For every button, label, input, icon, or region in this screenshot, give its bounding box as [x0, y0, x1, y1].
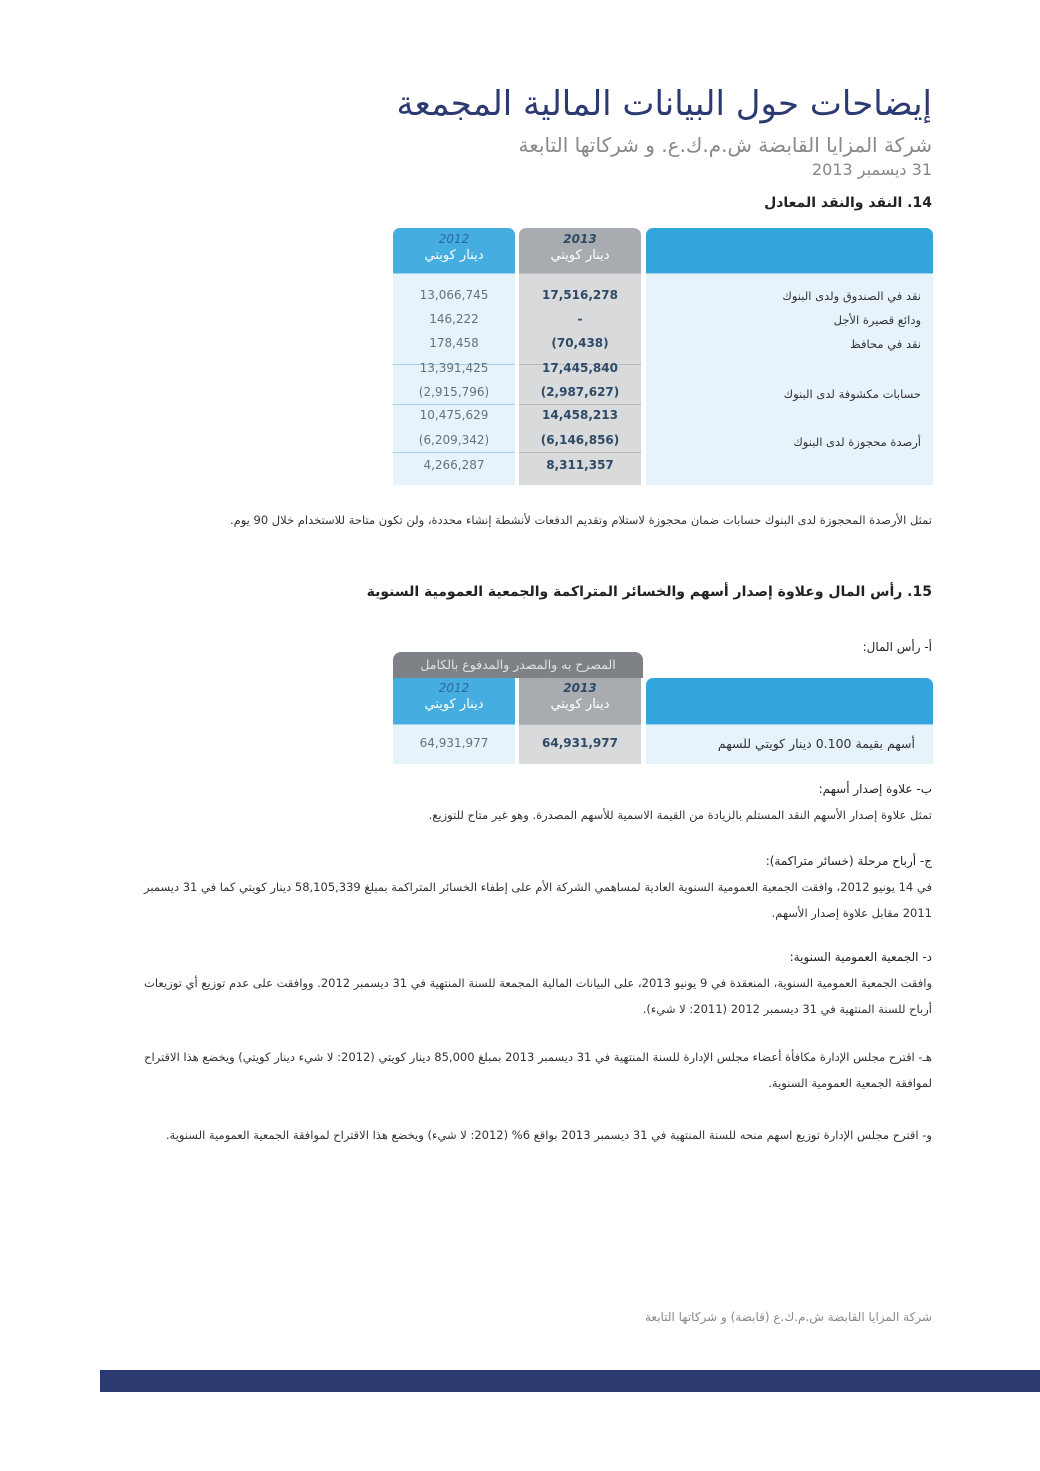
share-row-label: أسهم بقيمة 0.100 دينار كويتي للسهم — [717, 736, 915, 751]
cash-table-label-bg — [646, 273, 933, 485]
cash-row-2-label: نقد في محافظ — [850, 337, 921, 351]
cash-row-3-2012: 13,391,425 — [419, 361, 489, 375]
share-table-header-2012 — [393, 678, 515, 724]
cash-table — [393, 228, 933, 485]
share-table-header-2013 — [519, 678, 641, 724]
share-table-header-label — [646, 678, 933, 724]
cash-table-col-2012-bg — [393, 273, 515, 485]
share-premium-title: ب- علاوة إصدار أسهم: — [818, 782, 932, 796]
cash-row-0-label: نقد في الصندوق ولدى البنوك — [782, 289, 921, 303]
agm-title: د- الجمعية العمومية السنوية: — [789, 950, 932, 964]
cash-row-4-2012: (2,915,796) — [418, 385, 490, 399]
footer-bar — [100, 1370, 1040, 1392]
section-14-heading: 14. النقد والنقد المعادل — [764, 195, 932, 211]
cash-table-header-label — [646, 228, 933, 273]
footer-company: شركة المزايا القابضة ش.م.ك.ع (قابضة) و شركاتها التابعة — [644, 1310, 932, 1324]
section-15-heading: 15. رأس المال وعلاوة إصدار أسهم والخسائر المتراكمة والجمعية العمومية السنوية — [366, 584, 932, 600]
share-year-2012: 2012 — [438, 681, 470, 695]
share-row-2013: 64,931,977 — [542, 736, 618, 750]
cash-row-6-2013: (6,146,856) — [540, 433, 620, 447]
currency-2012: دينار كويتي — [424, 248, 484, 263]
cash-row-6-2012: (6,209,342) — [418, 433, 490, 447]
retained-earnings-text: في 14 يونيو 2012، وافقت الجمعية العمومية السنوية العادية لمساهمي الشركة الأم على إطفاء الخسائر المتراكمة بمبلغ 58,105,339 دينار كويتي كما في 31 ديسمبر 2011 مقابل علاوة إصدار الأسهم. — [144, 880, 932, 920]
share-capital-title: أ- رأس المال: — [862, 640, 932, 654]
cash-row-4-2013: (2,987,627) — [540, 385, 620, 399]
authorized-issued-label: المصرح به والمصدر والمدفوع بالكامل — [393, 652, 643, 678]
retained-earnings-title: ج- أرباح مرحلة (خسائر متراكمة): — [765, 854, 932, 868]
cash-row-5-2012: 10,475,629 — [419, 408, 489, 422]
share-premium-text: تمثل علاوة إصدار الأسهم النقد المستلم بالزيادة من القيمة الاسمية للأسهم المصدرة. وهو غير متاح للتوزيع. — [428, 808, 932, 822]
share-row-2012: 64,931,977 — [419, 736, 489, 750]
bonus-shares-text: و- اقترح مجلس الإدارة توزيع اسهم منحه للسنة المنتهية في 31 ديسمبر 2013 بواقع 6% (2012: لا شيء) ويخضع هذا الاقتراح لموافقة الجمعية العمومية السنوية. — [165, 1128, 932, 1142]
cash-row-6-label: أرصدة محجوزة لدى البنوك — [793, 435, 921, 449]
cash-row-2-2013: (70,438) — [551, 336, 609, 350]
cash-row-7-2012: 4,266,287 — [423, 458, 485, 472]
agm-text: وافقت الجمعية العمومية السنوية، المنعقدة في 9 يونيو 2013، على البيانات المالية المجمعة للسنة المنتهية في 31 ديسمبر 2012. ووافقت على عدم توزيع أي توزيعات أرباح للسنة المنتهية في 31 ديسمبر 2012 (2011: لا شيء). — [144, 976, 932, 1016]
cash-row-1-2012: 146,222 — [429, 312, 479, 326]
report-date: 31 ديسمبر 2013 — [811, 160, 932, 179]
currency-2013: دينار كويتي — [550, 248, 610, 263]
cash-table-col-2013-bg — [519, 273, 641, 485]
section-14-note: تمثل الأرصدة المحجوزة لدى البنوك حسابات ضمان محجوزة لاستلام وتقديم الدفعات لأنشطة إنشاء محددة، ولن تكون متاحة للاستخدام خلال 90 يوم. — [229, 513, 932, 527]
cash-row-2-2012: 178,458 — [429, 336, 479, 350]
company-name: شركة المزايا القابضة ش.م.ك.ع. و شركاتها التابعة — [518, 133, 932, 157]
cash-row-7-2013: 8,311,357 — [546, 458, 614, 472]
board-remuneration-text: هـ- اقترح مجلس الإدارة مكافأة أعضاء مجلس الإدارة للسنة المنتهية في 31 ديسمبر 2013 بمبلغ 85,000 دينار كويتي (2012: لا شيء دينار كويتي) ويخضع هذا الاقتراح لموافقة الجمعية العمومية السنوية. — [144, 1050, 932, 1090]
share-year-2013: 2013 — [563, 681, 597, 695]
cash-row-1-2013: - — [577, 312, 583, 326]
cash-table-header-2012 — [393, 228, 515, 273]
cash-row-1-label: ودائع قصيرة الأجل — [833, 313, 921, 327]
cash-row-5-2013: 14,458,213 — [542, 408, 618, 422]
cash-row-4-label: حسابات مكشوفة لدى البنوك — [783, 387, 921, 401]
cash-row-3-2013: 17,445,840 — [542, 361, 618, 375]
page-title: إيضاحات حول البيانات المالية المجمعة — [396, 84, 932, 124]
year-2012: 2012 — [438, 232, 470, 246]
year-2013: 2013 — [563, 232, 597, 246]
share-capital-table — [393, 652, 933, 764]
cash-row-0-2013: 17,516,278 — [542, 288, 618, 302]
cash-table-header-2013 — [519, 228, 641, 273]
cash-row-0-2012: 13,066,745 — [419, 288, 489, 302]
share-currency-2012: دينار كويتي — [424, 697, 484, 712]
share-currency-2013: دينار كويتي — [550, 697, 610, 712]
